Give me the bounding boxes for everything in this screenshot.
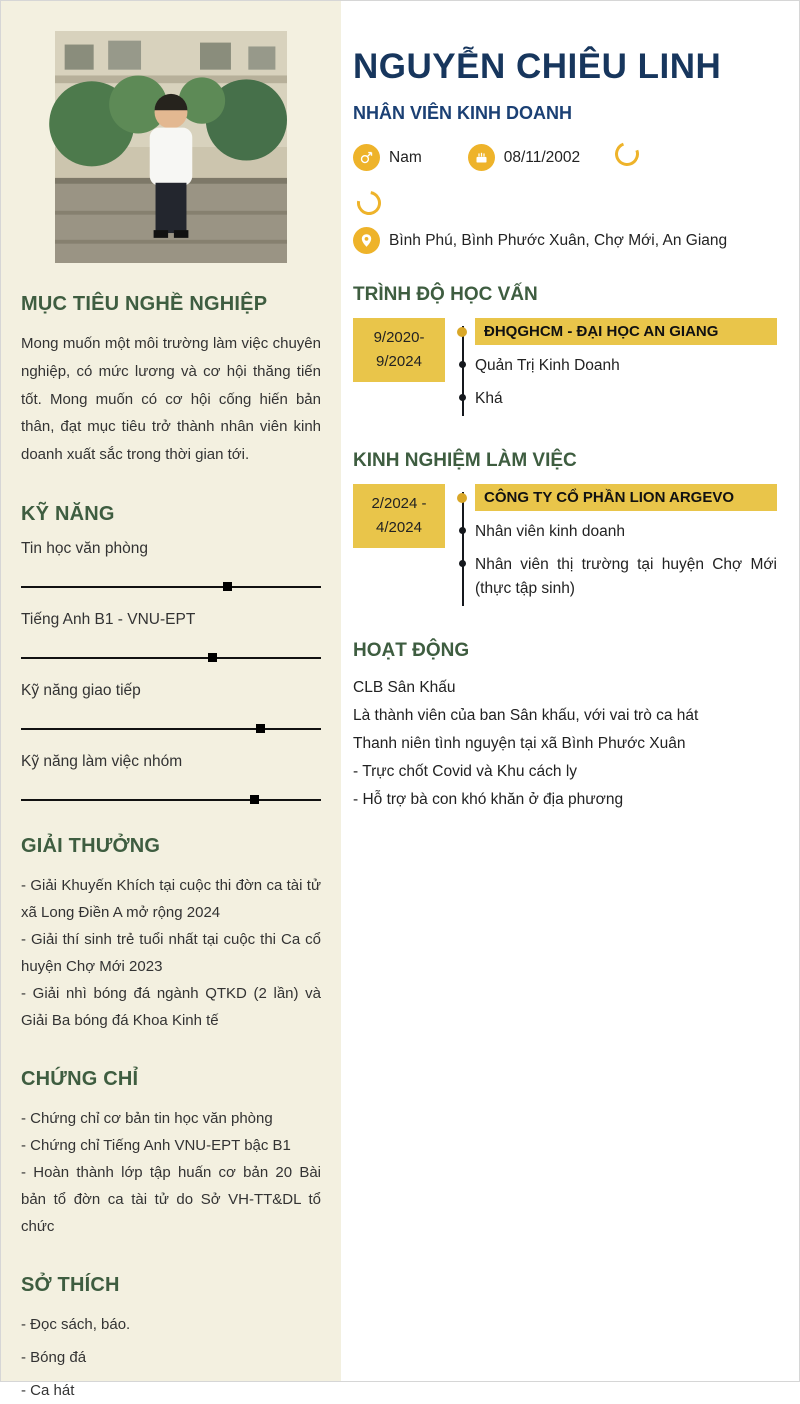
education-heading: TRÌNH ĐỘ HỌC VẤN xyxy=(353,284,538,305)
gender-info xyxy=(353,144,422,171)
skill-slider xyxy=(21,799,321,801)
education-details xyxy=(475,354,777,411)
skill-item xyxy=(21,611,321,659)
activities-heading: HOẠT ĐỘNG xyxy=(353,640,470,662)
experience-section xyxy=(353,450,777,610)
education-detail-item xyxy=(475,387,777,411)
skill-slider xyxy=(21,657,321,659)
hobby-item: - Đọc sách, báo. xyxy=(21,1315,131,1333)
skill-slider-thumb xyxy=(256,724,265,733)
skill-slider xyxy=(21,586,321,588)
certificates-section xyxy=(21,1068,321,1240)
bullet-dot-icon xyxy=(459,361,466,368)
experience-detail-item xyxy=(475,553,777,601)
hobbies-list xyxy=(21,1311,321,1404)
awards-heading: GIẢI THƯỞNG xyxy=(21,834,161,857)
certificate-item: - Chứng chỉ cơ bản tin học văn phòng xyxy=(21,1109,273,1127)
bullet-dot-icon xyxy=(459,560,466,567)
certificates-heading: CHỨNG CHỈ xyxy=(21,1067,139,1090)
education-date xyxy=(353,318,445,382)
skill-item xyxy=(21,753,321,801)
education-detail-text: Khá xyxy=(475,390,503,408)
experience-detail-text: Nhân viên thị trường tại huyện Chợ Mới (thực tập sinh) xyxy=(475,556,777,598)
awards-list xyxy=(21,872,321,1034)
activities-section xyxy=(353,640,777,813)
personal-info-row xyxy=(353,144,777,171)
skill-item xyxy=(21,682,321,730)
experience-company: CÔNG TY CỔ PHẦN LION ARGEVO xyxy=(475,484,777,511)
skill-label: Tin học văn phòng xyxy=(21,539,148,557)
hobby-item: - Ca hát xyxy=(21,1381,75,1399)
skill-slider-thumb xyxy=(208,653,217,662)
location-icon xyxy=(353,227,380,254)
activity-line: Là thành viên của ban Sân khấu, với vai trò ca hát xyxy=(353,706,699,724)
experience-detail-item xyxy=(475,520,777,544)
experience-entry xyxy=(353,484,777,610)
objective-heading: MỤC TIÊU NGHỀ NGHIỆP xyxy=(21,293,268,315)
award-item: - Giải thí sinh trẻ tuổi nhất tại cuộc thi Ca cổ huyện Chợ Mới 2023 xyxy=(21,930,321,975)
activity-line: CLB Sân Khấu xyxy=(353,679,456,697)
skills-heading: KỸ NĂNG xyxy=(21,502,115,525)
objective-section xyxy=(21,293,321,469)
skill-slider xyxy=(21,728,321,730)
job-title: NHÂN VIÊN KINH DOANH xyxy=(353,103,573,123)
objective-text: Mong muốn một môi trường làm việc chuyên nghiệp, có mức lương và cơ hội thăng tiến tốt. Mong muốn có cơ hội cống hiến bản thân, đạt mục tiêu trở thành nhân viên kinh doanh xuất sắc trong thời gian tới. xyxy=(21,335,321,463)
gender-value: Nam xyxy=(389,148,422,166)
hobby-item: - Bóng đá xyxy=(21,1348,87,1366)
experience-date xyxy=(353,484,445,548)
address-info xyxy=(353,227,777,254)
certificate-item: - Chứng chỉ Tiếng Anh VNU-EPT bậc B1 xyxy=(21,1136,291,1154)
skill-slider-thumb xyxy=(250,795,259,804)
certificate-item: - Hoàn thành lớp tập huấn cơ bản 20 Bài bản tổ đờn ca tài tử do Sở VH-TT&DL tổ chức xyxy=(21,1163,321,1235)
education-detail-text: Quản Trị Kinh Doanh xyxy=(475,357,620,374)
education-date-start: 9/2020- xyxy=(373,329,425,346)
hobbies-heading: SỞ THÍCH xyxy=(21,1273,120,1296)
experience-details xyxy=(475,520,777,601)
award-item: - Giải nhì bóng đá ngành QTKD (2 lần) và Giải Ba bóng đá Khoa Kinh tế xyxy=(21,984,321,1029)
address-value: Bình Phú, Bình Phước Xuân, Chợ Mới, An Giang xyxy=(389,231,728,249)
person-name: NGUYỄN CHIÊU LINH xyxy=(353,47,722,86)
gender-icon xyxy=(353,144,380,171)
birthday-value: 08/11/2002 xyxy=(503,148,581,166)
education-date-end: 9/2024 xyxy=(376,353,422,370)
experience-detail-text: Nhân viên kinh doanh xyxy=(475,523,625,541)
activity-line: Thanh niên tình nguyện tại xã Bình Phước Xuân xyxy=(353,734,686,752)
profile-photo xyxy=(55,31,287,263)
skill-label: Tiếng Anh B1 - VNU-EPT xyxy=(21,610,196,628)
main-column xyxy=(353,1,777,814)
skill-slider-thumb xyxy=(223,582,232,591)
hobbies-section xyxy=(21,1274,321,1404)
education-timeline xyxy=(459,318,777,420)
certificates-list xyxy=(21,1105,321,1240)
skill-item xyxy=(21,540,321,588)
education-detail-item xyxy=(475,354,777,378)
experience-date-start: 2/2024 - xyxy=(371,495,427,513)
birthday-info xyxy=(468,144,580,171)
skills-list xyxy=(21,540,321,801)
experience-timeline xyxy=(459,484,777,610)
experience-date-end: 4/2024 xyxy=(376,519,422,537)
empty-arc-icon xyxy=(352,186,385,219)
award-item: - Giải Khuyến Khích tại cuộc thi đờn ca tài tử xã Long Điền A mở rộng 2024 xyxy=(21,876,321,921)
profile-photo-illustration xyxy=(55,31,287,263)
activity-line: - Trực chốt Covid và Khu cách ly xyxy=(353,762,578,780)
activities-list xyxy=(353,674,777,813)
birthday-icon xyxy=(468,144,495,171)
activity-line: - Hỗ trợ bà con khó khăn ở địa phương xyxy=(353,790,624,808)
education-section xyxy=(353,284,777,420)
education-entry xyxy=(353,318,777,420)
bullet-dot-icon xyxy=(459,394,466,401)
experience-heading: KINH NGHIỆM LÀM VIỆC xyxy=(353,450,577,472)
bullet-dot-icon xyxy=(459,527,466,534)
awards-section xyxy=(21,835,321,1034)
skill-label: Kỹ năng giao tiếp xyxy=(21,681,141,699)
skill-label: Kỹ năng làm việc nhóm xyxy=(21,752,183,770)
skills-section xyxy=(21,503,321,801)
education-school: ĐHQGHCM - ĐẠI HỌC AN GIANG xyxy=(475,318,777,345)
sidebar xyxy=(1,1,341,1399)
